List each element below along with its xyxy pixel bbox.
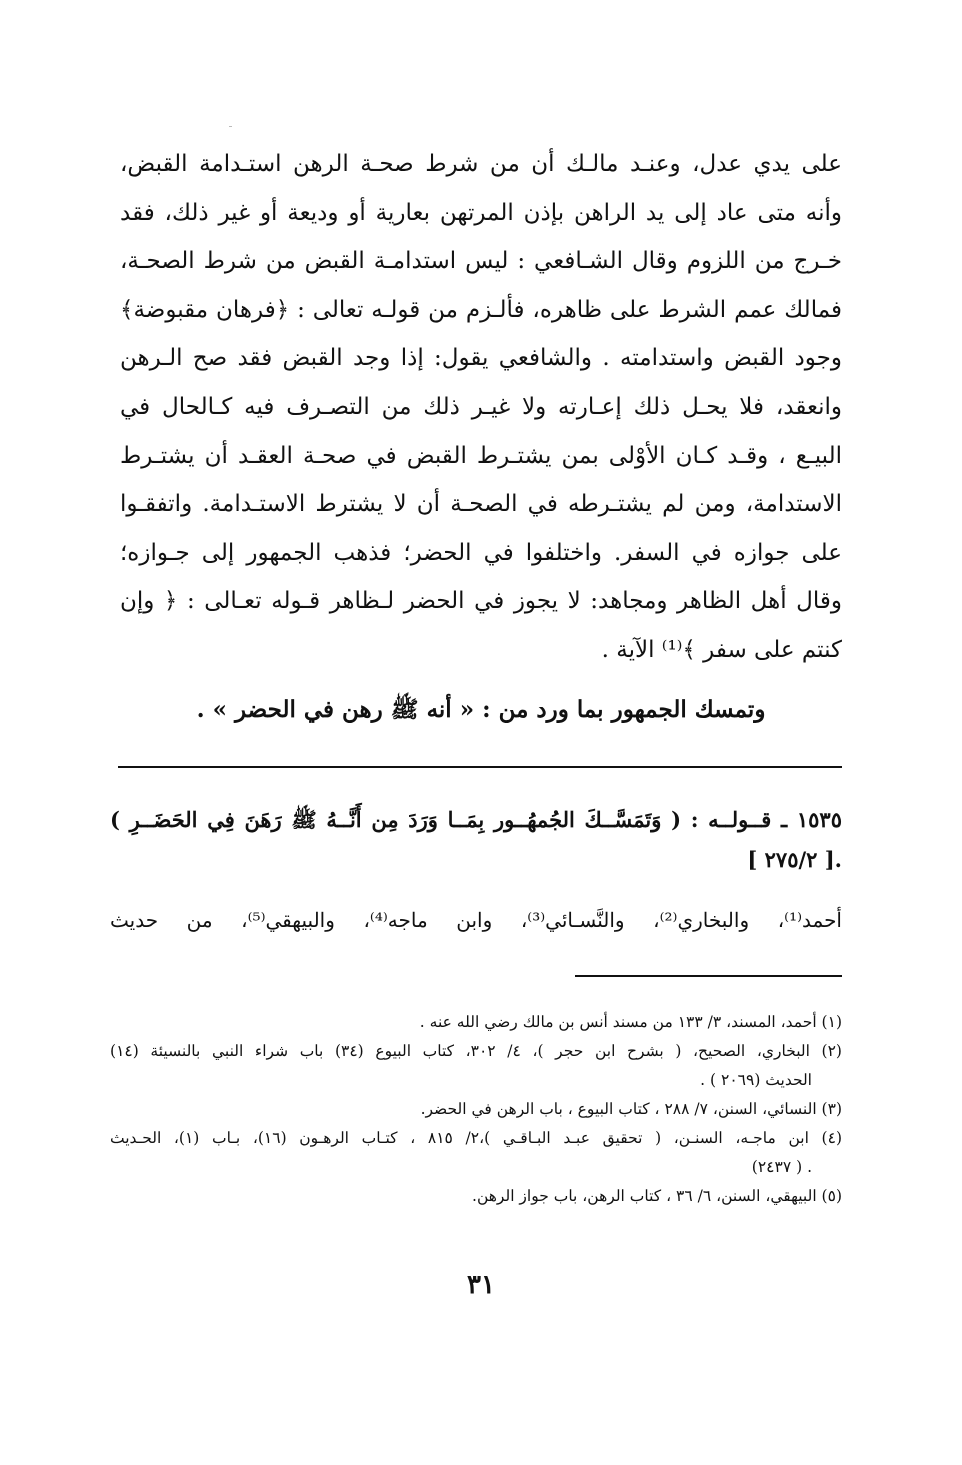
centered-quote-line: وتمسك الجمهور بما ورد من : « أنه ﷺ رهن في الحضر » . bbox=[196, 696, 766, 723]
footnote-continuation: الحديث (٢٠٦٩ ) . bbox=[700, 1071, 812, 1089]
scan-speck bbox=[229, 126, 232, 127]
footnote-continuation: . ( ٢٤٣٧) bbox=[751, 1158, 812, 1176]
commentary-heading: ١٥٣٥ ـ قــولــه : ( وَتَمَسَّــكَ الجُمهُــور بِمَــا وَرَدَ مِن أَنَّــهُ ﷺ رَهَنَ فِي الحَضَــرِ ) bbox=[110, 807, 842, 832]
footnote: (١) أحمد، المسند، ٣/ ١٣٣ من مسند أنس بن مالك رضي الله عنه . bbox=[419, 1013, 842, 1031]
footnote: (٣) النسائي، السنن، ٧/ ٢٨٨ ، كتاب البيوع ، باب الرهن في الحضر. bbox=[420, 1100, 842, 1118]
commentary-reference: .[ ٢٧٥/٢ ] bbox=[747, 847, 842, 872]
main-text-line: على جوازه في السفر. واختلفوا في الحضر؛ فذهب الجمهور إلى جـوازه؛ bbox=[120, 539, 842, 566]
main-text-line: كنتم على سفر ﴾⁽¹⁾ الآية . bbox=[601, 636, 842, 663]
footnote: (٤) ابن ماجـه، السنـن، ( تحقيق عبـد البـاقـي )،٢/ ٨١٥ ، كتـاب الرهـون (١٦)، بـاب (١)، الحـديث bbox=[110, 1129, 842, 1147]
main-text-line: فمالك عمم الشرط على ظاهره، فألـزم من قولـه تعالى : ﴿فرهان مقبوضة﴾ bbox=[120, 296, 842, 323]
page-number: ٣١ bbox=[467, 1270, 495, 1300]
footnote-divider bbox=[575, 975, 842, 977]
main-text-line: وأنه متى عاد إلى يد الراهن بإذن المرتهن بعارية أو وديعة أو غير ذلك، فقد bbox=[120, 199, 842, 226]
main-text-line: وانعقد، فلا يحـل ذلك إعـارته ولا غيـر ذلك من التصـرف فيه كـالحال في bbox=[120, 393, 842, 420]
main-text-line: البيـع ، وقـد كـان الأوْلى بمن يشتـرط القبض في صحـة العقـد أن يشتـرط bbox=[120, 442, 842, 469]
main-text-line: وقال أهل الظاهر ومجاهد: لا يجوز في الحضر لـظاهر قـوله تعـالى : ﴿ وإن bbox=[120, 588, 842, 615]
main-text-line: خـرج من اللزوم وقال الشـافعي : ليس استدامـة القبض من شرط الصحـة، bbox=[120, 248, 842, 275]
footnote: (٥) البيهقي، السنن، ٦/ ٣٦ ، كتاب الرهن، باب جواز الرهن. bbox=[472, 1187, 842, 1205]
main-text-block bbox=[120, 140, 842, 675]
section-divider bbox=[118, 766, 842, 768]
main-text-line: وجود القبض واستدامته . والشافعي يقول: إذا وجد القبض فقد صح الـرهن bbox=[120, 345, 842, 372]
footnote: (٢) البخاري، الصحيح، ( بشرح ابن حجر )، ٤/ ٣٠٢، كتاب البيوع (٣٤) باب شراء النبي بالنسيئة (١٤) bbox=[110, 1042, 842, 1060]
footnotes-block bbox=[110, 1008, 842, 1211]
commentary-paragraph: أحمد⁽¹⁾، والبخاري⁽²⁾، والنَّسـائي⁽³⁾، وابن ماجه⁽⁴⁾، والبيهقي⁽⁵⁾، من حديث bbox=[110, 908, 842, 932]
main-text-line: على يدي عدل، وعنـد مالـك أن من شرط صحـة الرهن استـدامة القبض، bbox=[120, 151, 842, 177]
main-text-line: الاستدامة، ومن لم يشتـرطه في الصحـة أن لا يشترط الاستـدامة. واتفقـوا bbox=[120, 491, 842, 518]
commentary-block bbox=[110, 800, 842, 880]
